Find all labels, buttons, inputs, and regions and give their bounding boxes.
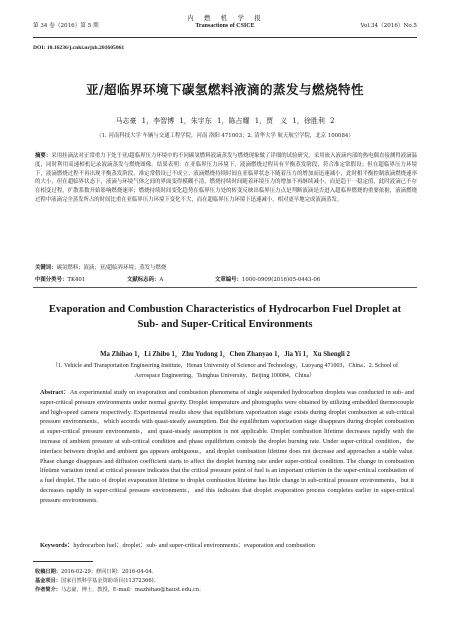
header-journal-cn: 内 燃 机 学 报 (187, 14, 263, 22)
chinese-affiliation: （1. 河南科技大学 车辆与交通工程学院，河南 洛阳 471003；2. 清华大学 航天航空学院，北京 100084） (96, 133, 354, 139)
chinese-keywords-label: 关键词： (35, 265, 57, 271)
english-abstract (40, 388, 414, 506)
footnote-author: 作者简介：马志豪，博士，教授，E-mail：mazhihao@haust.edu.cn. (35, 587, 201, 593)
section-divider (33, 287, 417, 288)
english-authors: Ma Zhihao 1，Li Zhibo 1，Zhu Yudong 1，Chen Zhanyao 1，Jia Yi 1，Xu Shengli 2 (100, 351, 350, 358)
chinese-abstract-label: 摘要： (35, 153, 52, 159)
document-code: 文献标志码：A (127, 277, 164, 283)
running-header (33, 12, 417, 34)
footnote-received: 收稿日期：2016-02-29；修回日期：2016-04-04. (35, 569, 154, 575)
header-rule (33, 37, 417, 38)
english-title: Evaporation and Combustion Characteristics of Hydrocarbon Fuel Droplet at Sub- and Super-Critical Environments (48, 304, 402, 330)
english-keywords-label: Keywords： (40, 542, 74, 549)
chinese-abstract-text: 采用挂滴法对正常重力下处于亚/超临界压力环境中的不同碳氢燃料液滴蒸发与燃烧现象做了详细的试验研究。采用嵌入液滴内部的热电偶直接测得液滴温度，同时利用高速相机记录液滴蒸发与燃烧图像。结果表明：在亚临界压力环境下，液滴燃烧过程具有平衡蒸发阶段，符合准定常假设；但在超临界压力环境下，液滴燃烧过程不再出现平衡蒸发阶段，准定常假设已不成立；液滴燃烧持续时间在亚临界状态下随着压力的增加而迅速减小，此时相平衡控制液滴燃烧速率的大小，但在超临界状态下，液滴与环境气体之间的界面变得模糊不清，燃烧持续时间随着环境压力的增加不再继续减小，而是趋于一稳定值，此时液滴已不存在相变过程，扩散系数开始影响燃烧速率；燃烧持续时间变化趋势在临界压力处的转变反映出临界压力点是判断液滴是否进入超临界燃烧的重要依据，液滴燃烧过程中液滴完全蒸发所占的时间比重在亚临界压力环境下变化不大，而在超临界压力环境下迅速减小，相对更早地完成液滴蒸发。 (35, 153, 417, 203)
header-journal-en: Transactions of CSICE (195, 23, 255, 29)
chinese-title: 亚/超临界环境下碳氢燃料液滴的蒸发与燃烧特性 (85, 82, 365, 97)
chinese-keywords (35, 263, 166, 271)
english-keywords-text: hydrocarbon fuel；droplet；sub- and super-critical environments；evaporation and combustion (73, 542, 315, 549)
chinese-keywords-text: 碳氢燃料；液滴；亚/超临界环境；蒸发与燃烧 (56, 265, 167, 271)
doi: DOI: 10.16236/j.cnki.nrjxb.201605061 (33, 45, 125, 51)
footnotes (35, 568, 201, 595)
header-volume-cn: 第 34 卷（2016）第 5 期 (33, 23, 99, 29)
footnote-rule (33, 561, 93, 562)
clc-code: 中图分类号：TK401 (35, 277, 86, 283)
article-number: 文章编号：1000-0909(2016)05-0443-06 (215, 277, 321, 283)
english-affiliation: （1. Vehicle and Transportation Engineering Institute，Henan University of Science and Technology，Luoyang 471003，China；2. School of Aerospace Engineering，Tsinghua University，Beijing 100084，China） (52, 363, 398, 379)
footnote-fund: 基金项目：国家自然科学基金资助项目(11372366). (35, 578, 156, 584)
header-volume-en: Vol.34（2016）No.5 (360, 23, 417, 29)
english-abstract-text: An experimental study on evaporation and combustion phenomena of single suspended hydrocarbon droplets was conducted in sub- and super-critical pressure environments under normal gravity. Droplet temperature and photographs were obtained by utilizing embedded thermocouple and high-speed camera respectively. Experimental results show that equilibrium vaporization stage exists during droplet combustion at sub-critical pressure environments，which accords with quasi-steady assumption. But the equilibrium vaporization stage disappears during droplet combustion at super-critical pressure environments，and quasi-steady assumption is not applicable. Droplet combustion lifetime decreases rapidly with the increase of ambient pressure at sub-critical condition and phase equilibrium controls the droplet burning rate. Under super-critical condition，the interface between droplet and ambient gas appears ambiguous，and droplet combustion lifetime does not decrease and approaches a stable value. Phase change disappears and diffusion coefficient starts to affect the droplet burning rate under super-critical condition. The change in combustion lifetime variation trend at critical pressure indicates that the critical pressure point of fuel is an important criterion in the super-critical combustion of a fuel droplet. The ratio of droplet evaporation lifetime to droplet combustion lifetime has little change in sub-critical pressure environments，but it decreases rapidly in super-critical pressure environments，and this indicates that droplet evaporation process completes earlier in super-critical pressure environments. (40, 389, 414, 504)
chinese-authors: 马志豪 1，李智博 1，朱宇东 1，陈占耀 1，贾 义 1，徐胜利 2 (115, 117, 335, 125)
english-keywords (40, 540, 414, 549)
chinese-abstract (35, 152, 417, 205)
english-abstract-label: Abstract： (40, 389, 70, 396)
